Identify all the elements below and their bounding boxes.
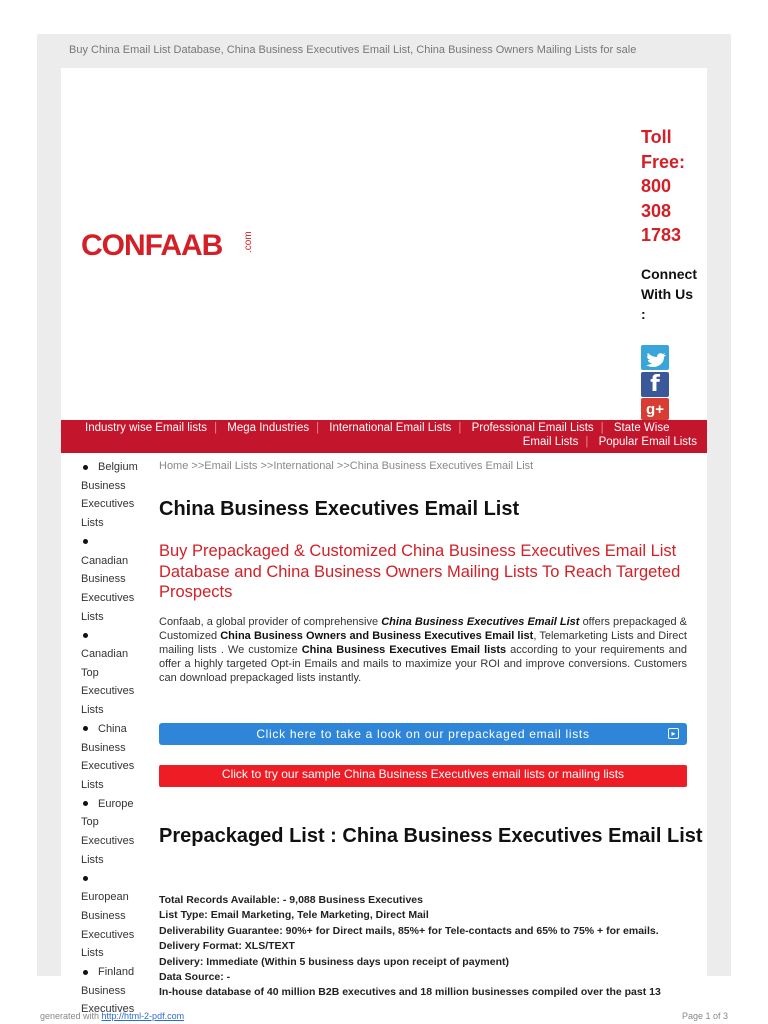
nav-state-wise-cont[interactable]: Email Lists xyxy=(522,436,579,448)
logo-graphic xyxy=(81,213,261,273)
breadcrumb[interactable]: Home >>Email Lists >>International >>China Business Executives Email List xyxy=(159,460,534,472)
page-heading: China Business Executives Email List xyxy=(159,498,520,520)
detail-line: Delivery Format: XLS/TEXT xyxy=(159,940,295,953)
nav-separator: | xyxy=(600,422,604,434)
sidebar-list xyxy=(81,458,151,1019)
detail-line: List Type: Email Marketing, Tele Marketing, Direct Mail xyxy=(159,909,429,922)
detail-line: Deliverability Guarantee: 90%+ for Direct mails, 85%+ for Tele-contacts and 65% to 75% + for emails. xyxy=(159,924,659,937)
bullet-icon xyxy=(83,876,88,881)
generator-link[interactable]: http://html-2-pdf.com xyxy=(101,1011,185,1021)
sidebar-item-finland[interactable]: Finland Business Executives xyxy=(81,965,135,1016)
page-title: Buy China Email List Database, China Business Executives Email List, China Business Owners Mailing Lists for sale xyxy=(69,44,637,56)
main-navigation xyxy=(61,420,707,453)
bullet-icon xyxy=(83,465,88,470)
bullet-icon xyxy=(83,633,88,638)
bullet-icon xyxy=(83,539,88,544)
list-details xyxy=(159,893,707,970)
page-number: Page 1 of 3 xyxy=(681,1011,728,1021)
facebook-icon[interactable]: f xyxy=(641,372,669,397)
bullet-icon xyxy=(83,801,88,806)
detail-line: Delivery: Immediate (Within 5 business days upon receipt of payment) xyxy=(159,955,509,968)
nav-popular[interactable]: Popular Email Lists xyxy=(598,436,697,448)
prepackaged-lists-button[interactable]: Click here to take a look on our prepackaged email lists ▸ xyxy=(159,723,687,745)
connect-with-us: Connect With Us : xyxy=(641,266,697,322)
bullet-icon xyxy=(83,970,88,975)
nav-separator: | xyxy=(214,422,218,434)
sidebar-item-european[interactable]: European Business Executives Lists xyxy=(81,869,151,963)
sidebar-item-china[interactable]: China Business Executives Lists xyxy=(81,722,135,791)
prepackaged-heading: Prepackaged List : China Business Executives Email List xyxy=(159,825,703,847)
logo-text: CONFAAB xyxy=(81,229,223,262)
arrow-right-icon: ▸ xyxy=(668,728,679,739)
logo-suffix: .com xyxy=(243,231,254,253)
toll-free-number: Toll Free: 800 308 1783 xyxy=(641,127,686,245)
page-subheading: Buy Prepackaged & Customized China Business Executives Email List Database and China Business Owners Mailing Lists To Reach Targeted Prospects xyxy=(159,542,681,601)
nav-separator: | xyxy=(585,436,589,448)
twitter-icon[interactable] xyxy=(641,345,669,370)
intro-paragraph: Confaab, a global provider of comprehensive China Business Executives Email List offers prepackaged & Customized China Business Owners and Business Executives Email list, Telemarketing Lists and Direct mailing lists . We customize China Business Executives Email lists according to your requirements and offer a highly targeted Opt-in Emails and mails to maximize your ROI and improve conversions. Customers can download prepackaged lists instantly. xyxy=(159,615,688,684)
nav-state-wise[interactable]: State Wise xyxy=(613,422,670,434)
sidebar-item-canadian-top[interactable]: Canadian Top Executives Lists xyxy=(81,626,151,720)
sidebar-item-europe[interactable]: Europe Top Executives Lists xyxy=(81,797,135,866)
nav-international[interactable]: International Email Lists xyxy=(329,422,452,434)
sidebar-item-belgium[interactable]: Belgium Business Executives Lists xyxy=(81,461,138,530)
nav-separator: | xyxy=(316,422,320,434)
detail-line: Total Records Available: - 9,088 Business Executives xyxy=(159,894,423,906)
data-source: Data Source: - In-house database of 40 million B2B executives and 18 million businesses compiled over the past 13 xyxy=(159,971,661,999)
confaab-logo[interactable] xyxy=(81,213,254,273)
generated-by: generated with http://html-2-pdf.com xyxy=(40,1011,185,1021)
nav-industry-wise[interactable]: Industry wise Email lists xyxy=(85,422,208,434)
main-content xyxy=(159,458,703,999)
nav-mega-industries[interactable]: Mega Industries xyxy=(227,422,310,434)
nav-separator: | xyxy=(458,422,462,434)
sample-lists-button[interactable]: Click to try our sample China Business Executives email lists or mailing lists xyxy=(159,765,687,787)
nav-professional[interactable]: Professional Email Lists xyxy=(471,422,594,434)
bullet-icon xyxy=(83,726,88,731)
google-plus-icon[interactable]: g+ xyxy=(641,398,669,420)
sidebar-item-canadian-business[interactable]: Canadian Business Executives Lists xyxy=(81,533,151,627)
